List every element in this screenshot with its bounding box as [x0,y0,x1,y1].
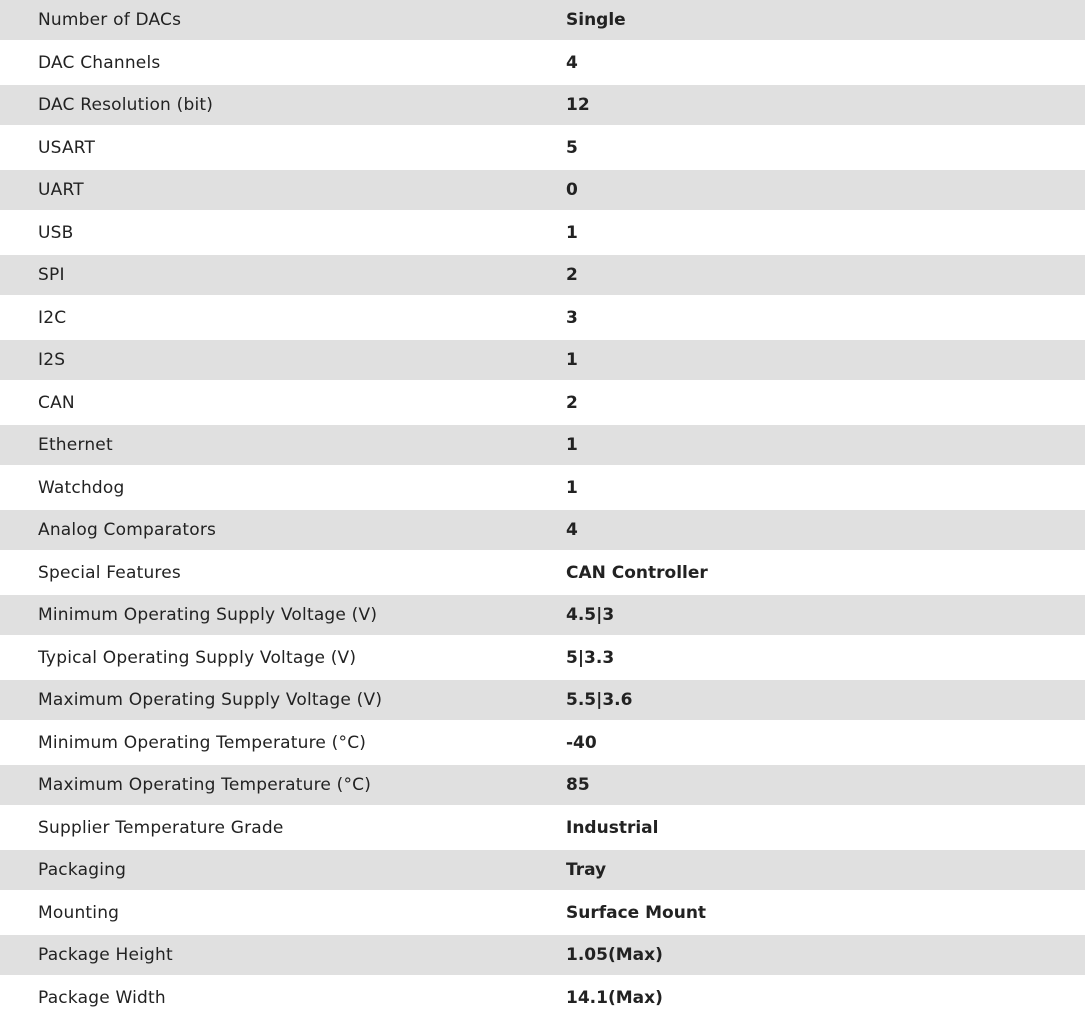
spec-label: USART [38,137,96,158]
spec-label: CAN [38,392,75,413]
spec-value: 5 [566,137,578,158]
spec-row [0,890,1085,935]
spec-value: Surface Mount [566,902,707,923]
spec-row [0,0,1085,40]
spec-value: 1 [566,222,578,243]
spec-value: 1 [566,350,578,370]
spec-row [0,210,1085,255]
spec-value: 85 [566,775,590,795]
spec-row [0,40,1085,85]
spec-label: Watchdog [38,477,125,498]
spec-value: Tray [566,860,607,880]
spec-row [0,125,1085,170]
spec-label: I2S [38,350,66,370]
spec-row [0,765,1085,805]
spec-value: 3 [566,307,578,328]
spec-value: 5.5|3.6 [566,690,633,710]
spec-row [0,170,1085,210]
spec-value: 4 [566,520,578,540]
spec-value: Single [566,10,626,30]
spec-row [0,680,1085,720]
spec-label: Supplier Temperature Grade [38,817,284,838]
spec-value: 5|3.3 [566,647,615,668]
spec-label: Minimum Operating Supply Voltage (V) [38,605,378,625]
spec-row [0,465,1085,510]
spec-label: Number of DACs [38,10,182,30]
spec-value: 1 [566,477,578,498]
spec-row [0,295,1085,340]
spec-row [0,85,1085,125]
spec-label: Minimum Operating Temperature (°C) [38,732,367,753]
spec-label: Package Height [38,945,173,965]
spec-row [0,340,1085,380]
spec-value: 12 [566,95,590,115]
spec-label: Mounting [38,902,120,923]
spec-label: UART [38,180,84,200]
spec-label: USB [38,222,74,243]
spec-value: 4 [566,52,578,73]
spec-value: 1.05(Max) [566,945,663,965]
spec-value: 0 [566,180,578,200]
spec-row [0,595,1085,635]
spec-row [0,380,1085,425]
spec-row [0,510,1085,550]
spec-label: DAC Channels [38,52,161,73]
spec-value: 14.1(Max) [566,987,663,1008]
spec-row [0,805,1085,850]
spec-label: I2C [38,307,67,328]
spec-row [0,255,1085,295]
spec-label: DAC Resolution (bit) [38,95,214,115]
spec-row [0,425,1085,465]
spec-row [0,935,1085,975]
spec-label: Ethernet [38,435,113,455]
spec-label: Packaging [38,860,127,880]
spec-value: CAN Controller [566,562,708,583]
spec-label: Typical Operating Supply Voltage (V) [38,647,357,668]
spec-row [0,850,1085,890]
spec-row [0,720,1085,765]
spec-value: 2 [566,392,578,413]
spec-label: Special Features [38,562,181,583]
spec-value: 4.5|3 [566,605,615,625]
spec-value: 2 [566,265,578,285]
spec-value: 1 [566,435,578,455]
spec-value: Industrial [566,817,659,838]
spec-label: Analog Comparators [38,520,217,540]
spec-row [0,550,1085,595]
spec-label: Maximum Operating Temperature (°C) [38,775,372,795]
spec-row [0,635,1085,680]
spec-value: -40 [566,732,597,753]
spec-row [0,975,1085,1020]
spec-label: SPI [38,265,65,285]
spec-label: Maximum Operating Supply Voltage (V) [38,690,383,710]
spec-label: Package Width [38,987,166,1008]
